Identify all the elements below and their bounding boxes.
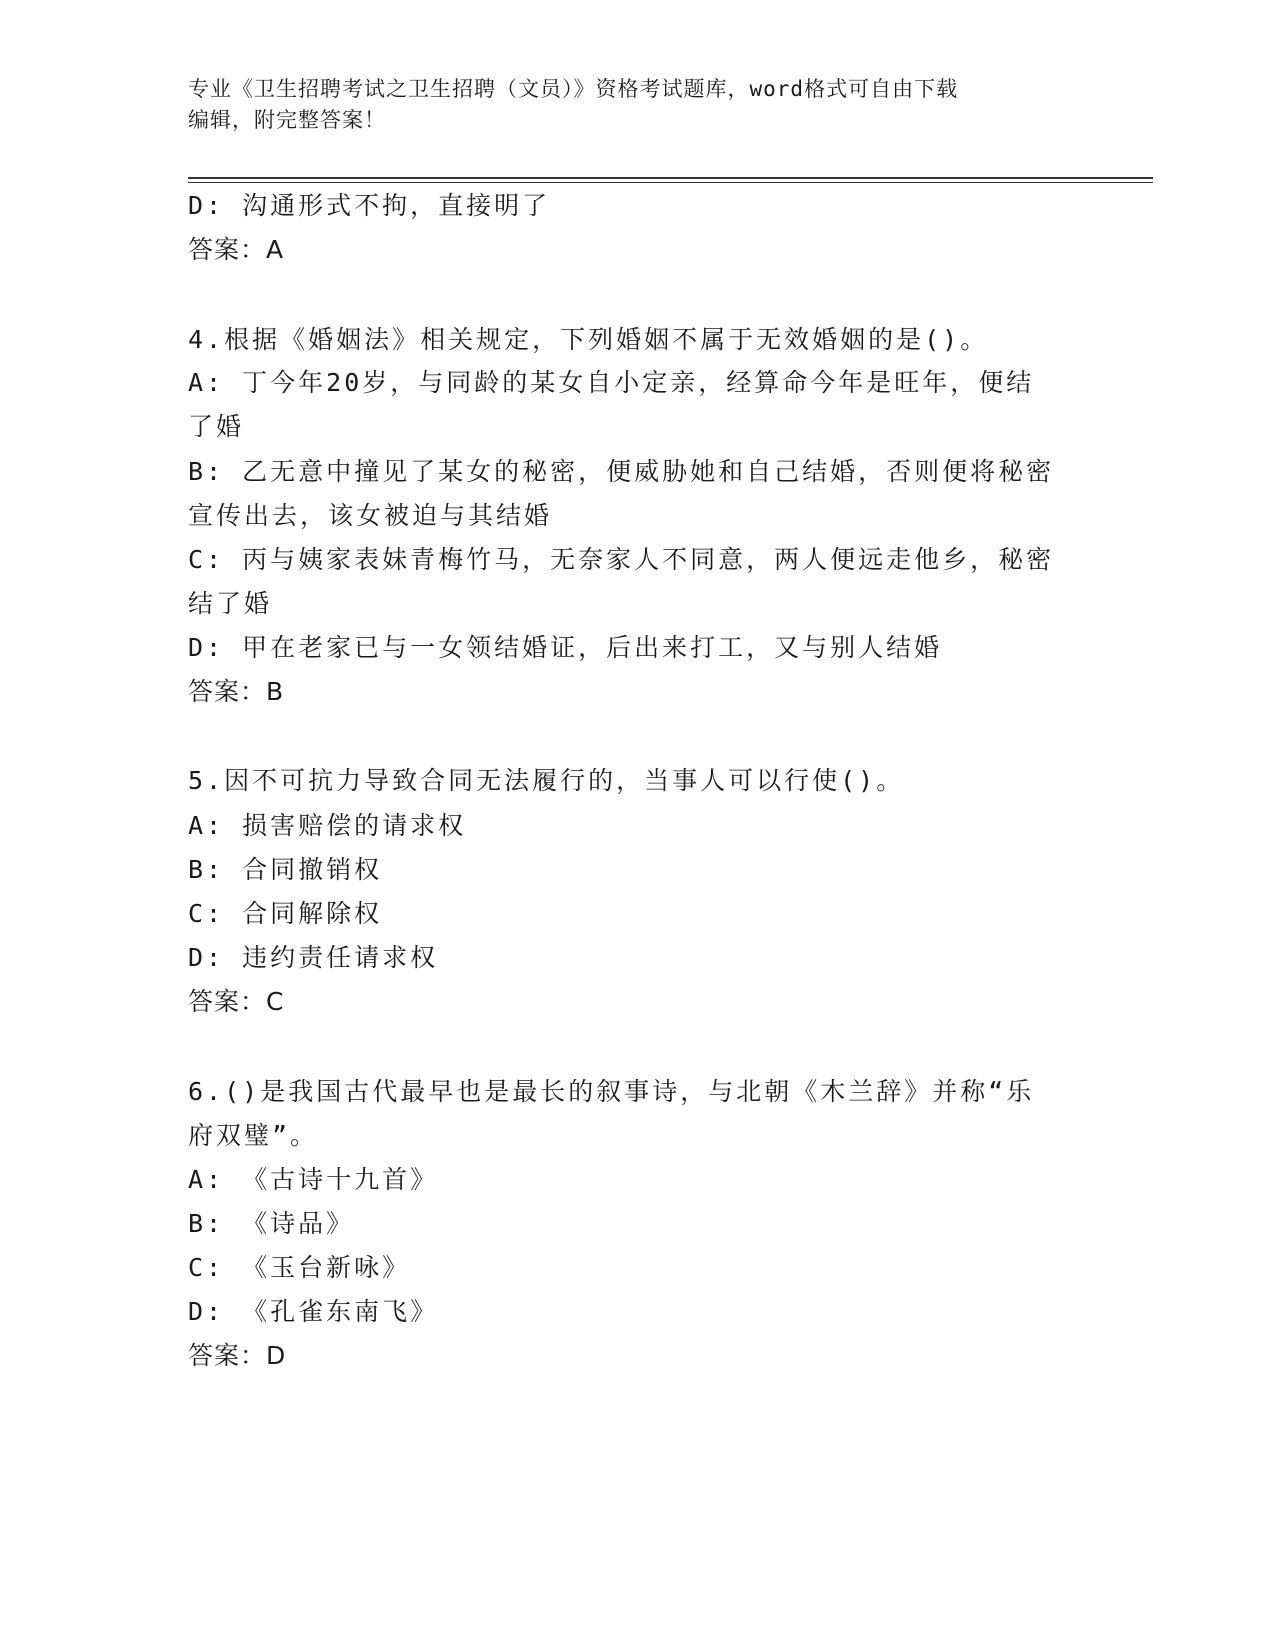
q6-stem-line-2: 府双璧”。: [188, 1121, 319, 1150]
q4-option-b-line-2: 宣传出去，该女被迫与其结婚: [188, 501, 553, 530]
q5-option-a: A: 损害赔偿的请求权: [188, 811, 467, 840]
q5-answer: 答案：C: [188, 987, 285, 1016]
q4-option-d: D: 甲在老家已与一女领结婚证，后出来打工，又与别人结婚: [188, 633, 943, 662]
q6-answer: 答案：D: [188, 1341, 287, 1370]
page-header: [188, 74, 1068, 136]
q6-option-d: D: 《孔雀东南飞》: [188, 1297, 439, 1326]
q6-option-b: B: 《诗品》: [188, 1209, 355, 1238]
q4-option-c-line-2: 结了婚: [188, 589, 273, 618]
q5-option-b: B: 合同撤销权: [188, 855, 383, 884]
q4-option-c-line-1: C: 丙与姨家表妹青梅竹马，无奈家人不同意，两人便远走他乡，秘密: [188, 545, 1055, 574]
q4-option-b-line-1: B: 乙无意中撞见了某女的秘密，便威胁她和自己结婚，否则便将秘密: [188, 457, 1055, 486]
q5-option-d: D: 违约责任请求权: [188, 943, 439, 972]
q4-stem: 4.根据《婚姻法》相关规定，下列婚姻不属于无效婚姻的是()。: [188, 325, 989, 354]
q4-answer: 答案：B: [188, 677, 285, 706]
q4-option-a-line-1: A: 丁今年20岁，与同龄的某女自小定亲，经算命今年是旺年，便结: [188, 368, 1035, 397]
q6-option-a: A: 《古诗十九首》: [188, 1165, 439, 1194]
q3-answer: 答案：A: [188, 235, 285, 264]
header-line-1: 专业《卫生招聘考试之卫生招聘（文员）》资格考试题库，word格式可自由下载: [188, 77, 959, 101]
q6-stem-line-1: 6.()是我国古代最早也是最长的叙事诗，与北朝《木兰辞》并称“乐: [188, 1077, 1035, 1106]
q6-option-c: C: 《玉台新咏》: [188, 1253, 411, 1282]
header-line-2: 编辑，附完整答案！: [188, 108, 386, 132]
q5-stem: 5.因不可抗力导致合同无法履行的，当事人可以行使()。: [188, 766, 905, 795]
header-divider-thick: [188, 177, 1153, 179]
q3-option-d: D: 沟通形式不拘，直接明了: [188, 191, 551, 220]
header-divider-thin: [188, 182, 1153, 183]
q5-option-c: C: 合同解除权: [188, 899, 383, 928]
q4-option-a-line-2: 了婚: [188, 412, 245, 441]
